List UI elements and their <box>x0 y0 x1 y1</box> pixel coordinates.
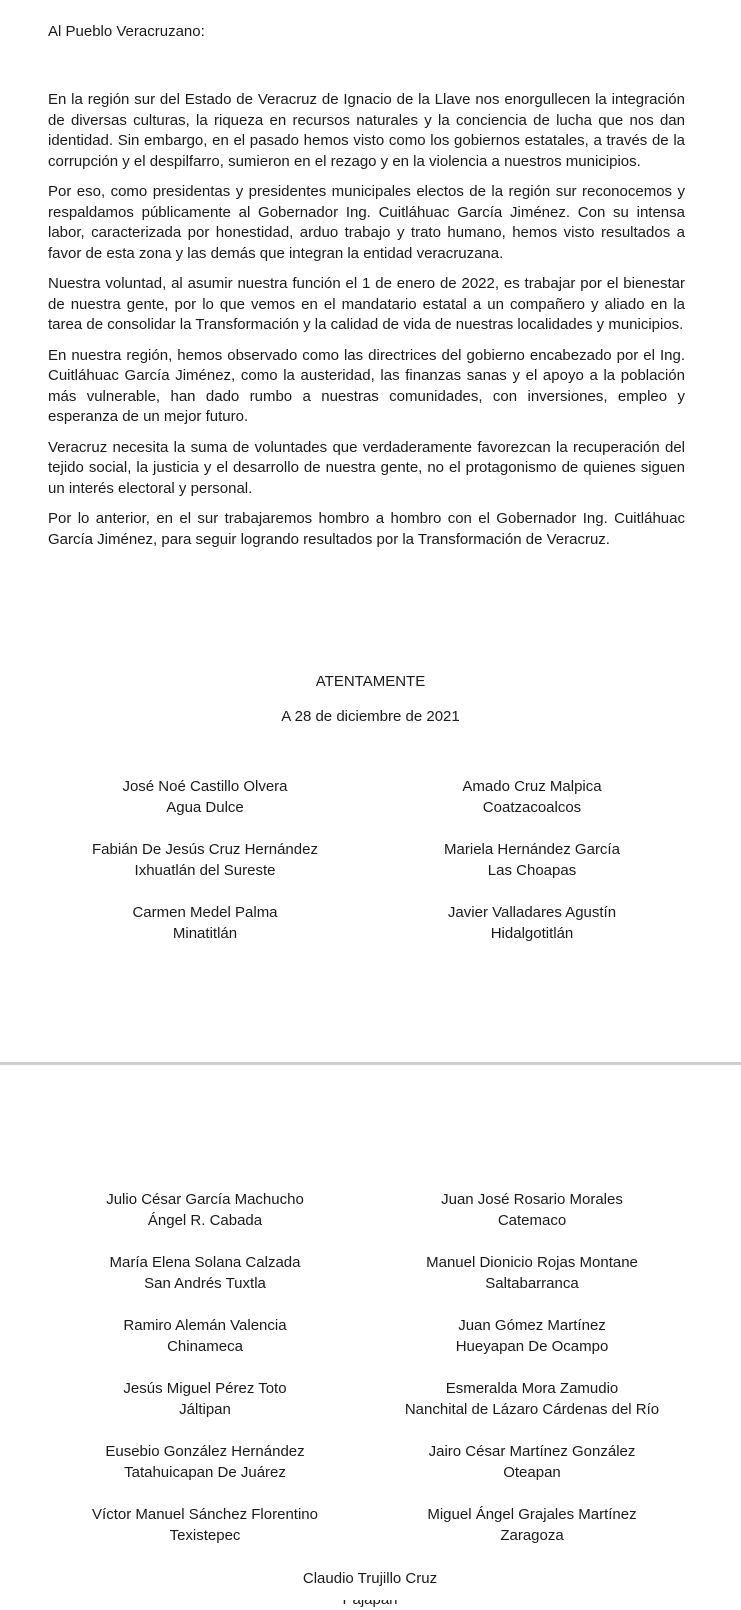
signer-name: Javier Valladares Agustín <box>447 904 617 921</box>
signer-name: Esmeralda Mora Zamudio <box>445 1380 619 1397</box>
signature-block <box>45 1252 365 1294</box>
signature-block <box>372 776 692 818</box>
signer-name: Eusebio González Hernández <box>105 1443 305 1460</box>
page-divider <box>0 1062 741 1065</box>
signature-block <box>372 1378 692 1420</box>
signer-name: Juan Gómez Martínez <box>458 1317 606 1334</box>
signer-municipality: Nanchital de Lázaro Cárdenas del Río <box>404 1401 660 1418</box>
signer-municipality: Jáltipan <box>179 1401 231 1418</box>
signer-name: Julio César García Machucho <box>106 1191 304 1208</box>
signer-municipality: San Andrés Tuxtla <box>144 1275 266 1292</box>
signature-block <box>372 1189 692 1231</box>
signer-name: Mariela Hernández García <box>444 841 620 858</box>
signer-municipality: Hidalgotitlán <box>490 925 574 942</box>
signer-name: María Elena Solana Calzada <box>109 1254 301 1271</box>
signer-name: Fabián De Jesús Cruz Hernández <box>92 841 318 858</box>
paragraph: En nuestra región, hemos observado como las directrices del gobierno encabezado por el Ing. Cuitláhuac García Jiménez, como la austeridad, las finanzas sanas y el apoyo a la población más vulnerable, han dado rumbo a nuestras comunidades, con inversiones, empleo y esperanza de un mejor futuro. <box>48 346 685 425</box>
signer-name: Manuel Dionicio Rojas Montane <box>426 1254 638 1271</box>
page-bottom-edge <box>0 1593 741 1600</box>
signer-municipality: Saltabarranca <box>485 1275 579 1292</box>
signature-block <box>372 839 692 881</box>
signer-name: Miguel Ángel Grajales Martínez <box>427 1506 637 1523</box>
signer-municipality: Agua Dulce <box>166 799 244 816</box>
signature-block <box>372 1441 692 1483</box>
letter-body <box>48 90 685 560</box>
signature-block <box>45 1189 365 1231</box>
paragraph: En la región sur del Estado de Veracruz de Ignacio de la Llave nos enorgullecen la integración de diversas culturas, la riqueza en recursos naturales y la conciencia de lucha que nos dan identidad. Sin embargo, en el pasado hemos visto como los gobiernos estatales, a través de la corrupción y el despilfarro, sumieron en el rezago y en la violencia a nuestros municipios. <box>48 91 685 170</box>
signature-block <box>45 776 365 818</box>
paragraph: Veracruz necesita la suma de voluntades que verdaderamente favorezcan la recuperación del tejido social, la justicia y el desarrollo de nuestra gente, no el protagonismo de quienes siguen un interés electoral y personal. <box>48 438 685 497</box>
signer-municipality: Catemaco <box>497 1212 567 1229</box>
signer-name: Jesús Miguel Pérez Toto <box>123 1380 287 1397</box>
signer-municipality: Zaragoza <box>500 1527 564 1544</box>
signature-block <box>45 1441 365 1483</box>
signature-block <box>45 902 365 944</box>
signer-municipality: Ángel R. Cabada <box>147 1212 263 1229</box>
signer-name: José Noé Castillo Olvera <box>122 778 288 795</box>
signer-municipality: Hueyapan De Ocampo <box>455 1338 609 1355</box>
signature-block <box>45 1378 365 1420</box>
letter-date: A 28 de diciembre de 2021 <box>281 708 460 725</box>
closing-atentamente: ATENTAMENTE <box>315 673 426 690</box>
signer-name: Amado Cruz Malpica <box>462 778 602 795</box>
paragraph: Por lo anterior, en el sur trabajaremos hombro a hombro con el Gobernador Ing. Cuitláhuac García Jiménez, para seguir logrando resultados por la Transformación de Veracruz. <box>48 510 685 548</box>
signature-block <box>45 1504 365 1546</box>
signer-municipality: Oteapan <box>503 1464 561 1481</box>
signer-municipality: Tatahuicapan De Juárez <box>124 1464 286 1481</box>
signer-name: Víctor Manuel Sánchez Florentino <box>92 1506 318 1523</box>
signer-municipality: Las Choapas <box>487 862 577 879</box>
signature-block <box>372 1252 692 1294</box>
signer-municipality: Coatzacoalcos <box>482 799 582 816</box>
paragraph: Por eso, como presidentas y presidentes municipales electos de la región sur reconocemos y respaldamos públicamente al Gobernador Ing. Cuitláhuac García Jiménez. Con su intensa labor, caracterizada por honestidad, arduo trabajo y trato humano, hemos visto resultados a favor de esta zona y las demás que integran la entidad veracruzana. <box>48 183 685 262</box>
signer-municipality: Ixhuatlán del Sureste <box>134 862 276 879</box>
signer-name: Jairo César Martínez González <box>428 1443 636 1460</box>
paragraph: Nuestra voluntad, al asumir nuestra función el 1 de enero de 2022, es trabajar por el bienestar de nuestra gente, por lo que vemos en el mandatario estatal a un compañero y aliado en la tarea de consolidar la Transformación y la calidad de vida de nuestras localidades y municipios. <box>48 275 685 333</box>
signer-municipality: Chinameca <box>167 1338 243 1355</box>
signer-municipality: Texistepec <box>169 1527 241 1544</box>
signer-name: Claudio Trujillo Cruz <box>302 1570 438 1587</box>
signature-block <box>45 839 365 881</box>
signature-block <box>45 1315 365 1357</box>
signature-block <box>210 1568 530 1610</box>
signer-municipality: Minatitlán <box>172 925 238 942</box>
signature-block <box>372 1504 692 1546</box>
signer-name: Juan José Rosario Morales <box>441 1191 623 1208</box>
letter-greeting: Al Pueblo Veracruzano: <box>48 23 205 40</box>
signer-name: Carmen Medel Palma <box>132 904 278 921</box>
signature-block <box>372 1315 692 1357</box>
signer-name: Ramiro Alemán Valencia <box>123 1317 287 1334</box>
signature-block <box>372 902 692 944</box>
